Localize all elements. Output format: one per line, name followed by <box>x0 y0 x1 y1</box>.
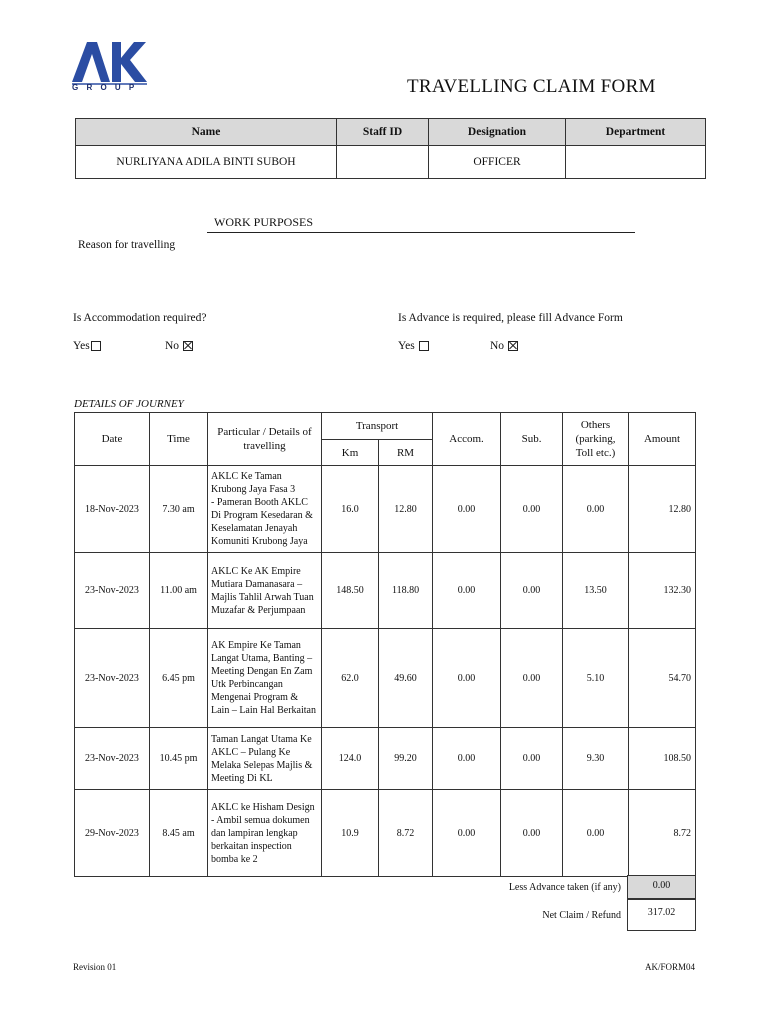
accommodation-no-checkbox[interactable] <box>183 341 193 351</box>
designation-header: Designation <box>429 119 566 146</box>
journey-cell-accom: 0.00 <box>433 466 501 553</box>
journey-cell-amount: 54.70 <box>629 629 696 728</box>
journey-cell-others: 0.00 <box>563 466 629 553</box>
logo-subtitle: G R O U P <box>72 83 138 92</box>
journey-cell-sub: 0.00 <box>501 728 563 790</box>
journey-row <box>75 629 696 728</box>
journey-cell-time: 8.45 am <box>150 790 208 877</box>
journey-cell-sub: 0.00 <box>501 466 563 553</box>
journey-cell-amount: 132.30 <box>629 553 696 629</box>
staff-id-header: Staff ID <box>337 119 429 146</box>
accommodation-no-option[interactable] <box>165 340 193 352</box>
journey-section-title: DETAILS OF JOURNEY <box>74 398 184 410</box>
journey-cell-accom: 0.00 <box>433 728 501 790</box>
footer-revision: Revision 01 <box>73 962 117 972</box>
employee-header-row <box>76 119 706 146</box>
net-claim-value: 317.02 <box>627 898 696 931</box>
journey-cell-amount: 8.72 <box>629 790 696 877</box>
journey-cell-date: 23-Nov-2023 <box>75 553 150 629</box>
time-header: Time <box>150 413 208 466</box>
journey-cell-date: 29-Nov-2023 <box>75 790 150 877</box>
journey-cell-km: 124.0 <box>322 728 379 790</box>
journey-cell-rm: 49.60 <box>379 629 433 728</box>
particular-header: Particular / Details of travelling <box>208 413 322 466</box>
sub-header: Sub. <box>501 413 563 466</box>
name-value: NURLIYANA ADILA BINTI SUBOH <box>76 146 337 179</box>
journey-header-row <box>75 413 696 440</box>
journey-cell-amount: 12.80 <box>629 466 696 553</box>
footer-form-code: AK/FORM04 <box>644 962 695 972</box>
name-header: Name <box>76 119 337 146</box>
journey-cell-accom: 0.00 <box>433 790 501 877</box>
journey-cell-rm: 12.80 <box>379 466 433 553</box>
advance-question: Is Advance is required, please fill Advance Form <box>398 312 623 324</box>
journey-cell-rm: 118.80 <box>379 553 433 629</box>
journey-cell-km: 148.50 <box>322 553 379 629</box>
advance-yes-label: Yes <box>398 340 415 352</box>
journey-cell-particular: AK Empire Ke Taman Langat Utama, Banting – Meeting Dengan En Zam Utk Perbincangan Mengenai Program & Lain – Lain Hal Berkaitan <box>208 629 322 728</box>
staff-id-value <box>337 146 429 179</box>
journey-cell-time: 11.00 am <box>150 553 208 629</box>
journey-cell-km: 62.0 <box>322 629 379 728</box>
journey-cell-particular: Taman Langat Utama Ke AKLC – Pulang Ke Melaka Selepas Majlis & Meeting Di KL <box>208 728 322 790</box>
accommodation-no-label: No <box>165 340 180 352</box>
accom-header: Accom. <box>433 413 501 466</box>
others-header: Others (parking, Toll etc.) <box>563 413 629 466</box>
date-header: Date <box>75 413 150 466</box>
journey-cell-accom: 0.00 <box>433 629 501 728</box>
advance-no-label: No <box>490 340 505 352</box>
advance-yes-checkbox[interactable] <box>419 341 429 351</box>
journey-cell-date: 23-Nov-2023 <box>75 728 150 790</box>
accommodation-yes-option[interactable] <box>73 340 101 352</box>
department-value <box>566 146 706 179</box>
advance-taken-value: 0.00 <box>627 875 696 900</box>
journey-cell-time: 6.45 pm <box>150 629 208 728</box>
company-logo <box>72 40 152 96</box>
accommodation-yes-checkbox[interactable] <box>91 341 101 351</box>
journey-cell-time: 7.30 am <box>150 466 208 553</box>
journey-cell-sub: 0.00 <box>501 790 563 877</box>
journey-cell-others: 9.30 <box>563 728 629 790</box>
journey-row <box>75 790 696 877</box>
journey-cell-sub: 0.00 <box>501 629 563 728</box>
journey-row <box>75 728 696 790</box>
journey-row <box>75 466 696 553</box>
advance-taken-label: Less Advance taken (if any) <box>508 882 621 893</box>
journey-cell-particular: AKLC Ke Taman Krubong Jaya Fasa 3 - Pameran Booth AKLC Di Program Kesedaran & Keselamatan Jenayah Komuniti Krubong Jaya <box>208 466 322 553</box>
transport-header: Transport <box>322 413 433 440</box>
employee-info-table <box>75 118 706 179</box>
journey-cell-particular: AKLC Ke AK Empire Mutiara Damanasara – Majlis Tahlil Arwah Tuan Muzafar & Perjumpaan <box>208 553 322 629</box>
journey-cell-others: 13.50 <box>563 553 629 629</box>
designation-value: OFFICER <box>429 146 566 179</box>
journey-cell-rm: 8.72 <box>379 790 433 877</box>
journey-cell-particular: AKLC ke Hisham Design - Ambil semua dokumen dan lampiran lengkap berkaitan inspection bomba ke 2 <box>208 790 322 877</box>
journey-cell-date: 23-Nov-2023 <box>75 629 150 728</box>
journey-cell-accom: 0.00 <box>433 553 501 629</box>
form-title: TRAVELLING CLAIM FORM <box>407 76 656 97</box>
net-claim-label: Net Claim / Refund <box>542 910 621 921</box>
accommodation-question: Is Accommodation required? <box>73 312 207 324</box>
advance-no-option[interactable] <box>490 340 518 352</box>
advance-yes-option[interactable] <box>398 340 429 352</box>
journey-cell-date: 18-Nov-2023 <box>75 466 150 553</box>
accommodation-yes-label: Yes <box>73 340 90 352</box>
journey-cell-sub: 0.00 <box>501 553 563 629</box>
rm-header: RM <box>379 440 433 466</box>
travel-purpose-value: WORK PURPOSES <box>207 215 635 233</box>
journey-cell-amount: 108.50 <box>629 728 696 790</box>
journey-cell-others: 0.00 <box>563 790 629 877</box>
journey-table <box>74 412 696 877</box>
journey-cell-km: 10.9 <box>322 790 379 877</box>
travel-purpose-label: Reason for travelling <box>78 239 176 251</box>
employee-value-row <box>76 146 706 179</box>
journey-cell-km: 16.0 <box>322 466 379 553</box>
km-header: Km <box>322 440 379 466</box>
journey-cell-time: 10.45 pm <box>150 728 208 790</box>
journey-cell-others: 5.10 <box>563 629 629 728</box>
journey-cell-rm: 99.20 <box>379 728 433 790</box>
advance-no-checkbox[interactable] <box>508 341 518 351</box>
amount-header: Amount <box>629 413 696 466</box>
department-header: Department <box>566 119 706 146</box>
journey-row <box>75 553 696 629</box>
